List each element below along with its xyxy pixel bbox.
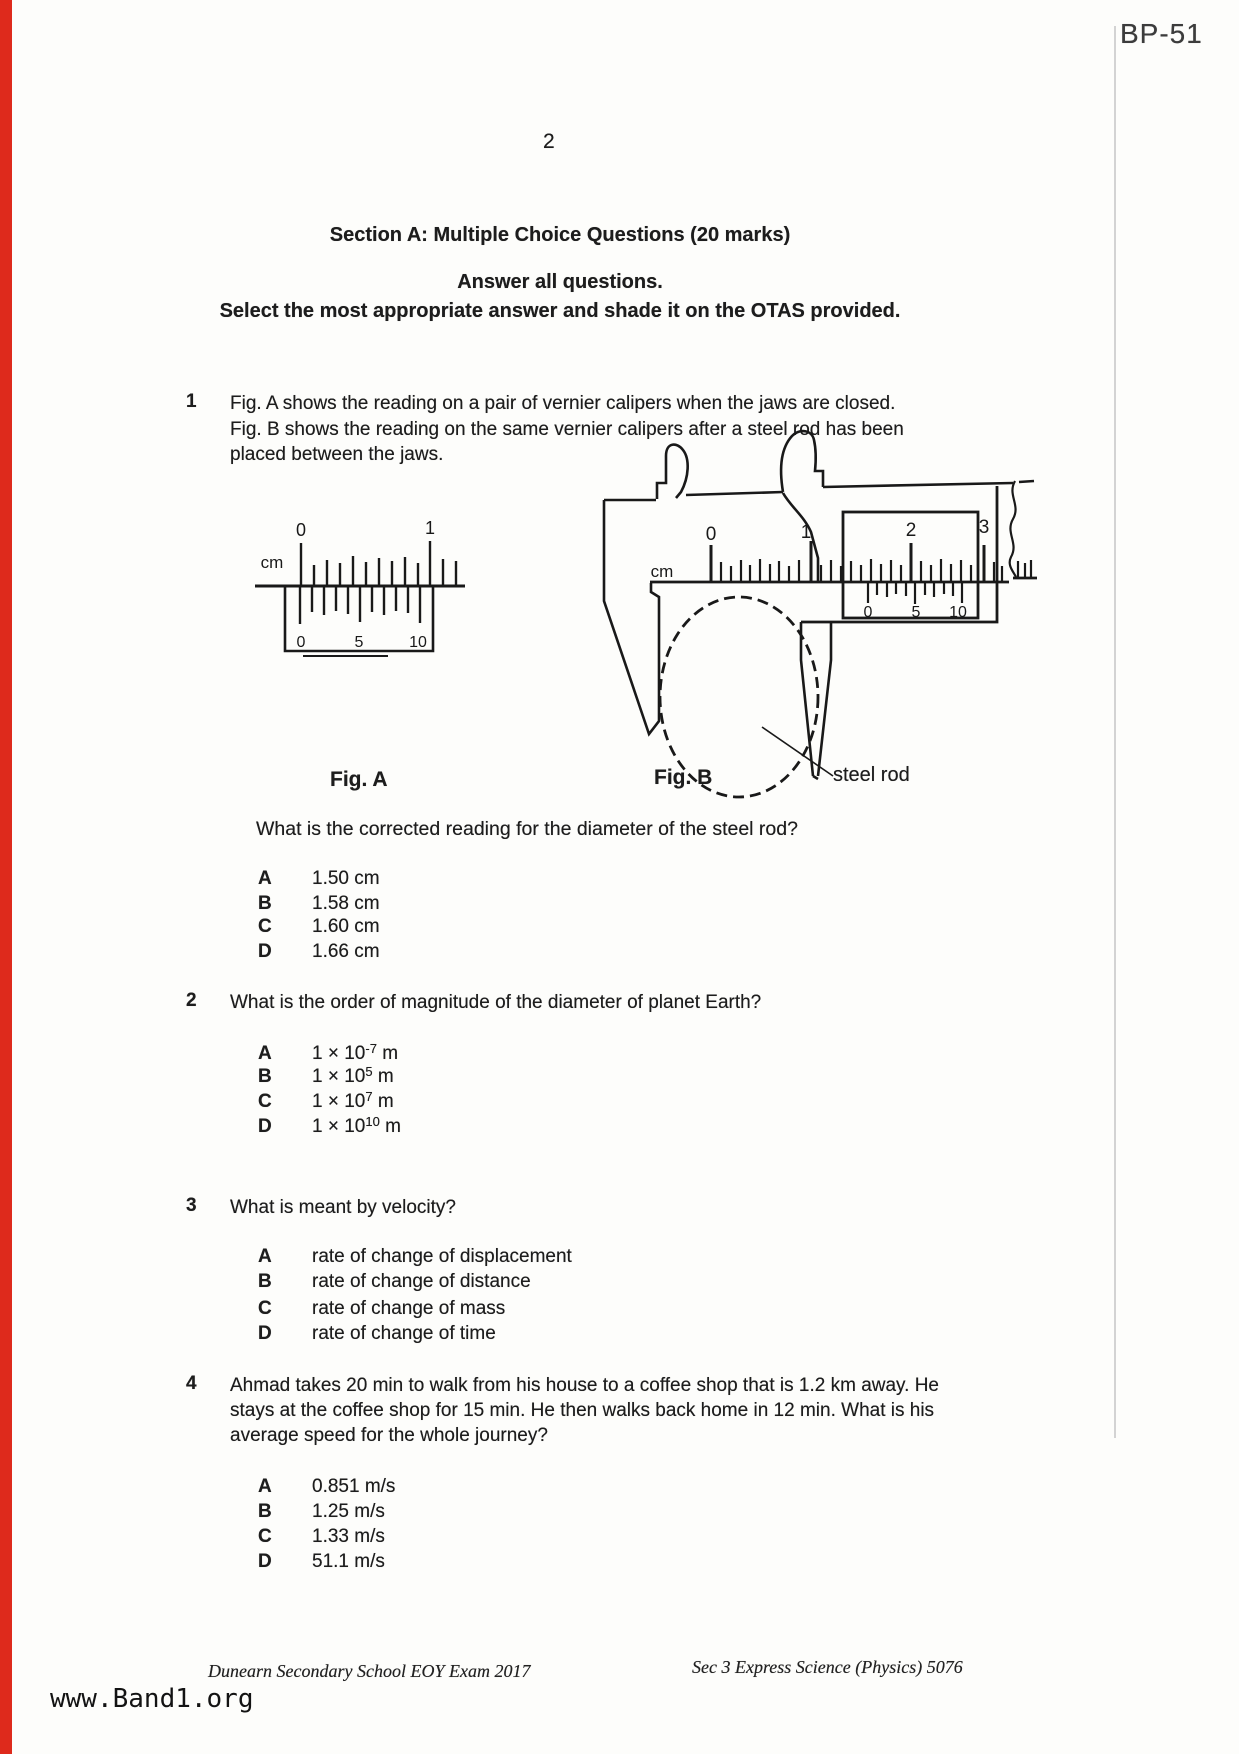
q2-option-b: [258, 1066, 394, 1088]
section-title: Section A: Multiple Choice Questions (20 marks): [329, 224, 791, 246]
page-number: 2: [543, 130, 555, 153]
option-letter: B: [258, 1066, 272, 1087]
fig-b-main-2: 2: [905, 520, 917, 541]
option-value: 1.58 cm: [312, 893, 380, 914]
q3-option-b: [258, 1271, 531, 1293]
q4-line-3: average speed for the whole journey?: [230, 1425, 548, 1446]
q3-number: 3: [186, 1195, 197, 1216]
fig-b-vernier-5: 5: [911, 604, 921, 621]
fig-b-main-number-ticks: [711, 541, 984, 582]
q1-line-2: Fig. B shows the reading on the same vernier calipers after a steel rod has been: [230, 418, 904, 440]
fig-a-vernier-diagram: [230, 440, 480, 670]
fig-b-main-0: 0: [705, 524, 717, 545]
option-value: 0.851 m/s: [312, 1476, 396, 1497]
option-letter: D: [258, 1323, 272, 1344]
footer-subject: Sec 3 Express Science (Physics) 5076: [692, 1657, 963, 1677]
option-letter: D: [258, 1116, 272, 1137]
fig-b-caption: Fig. B: [654, 766, 713, 789]
footer-school: Dunearn Secondary School EOY Exam 2017: [208, 1661, 531, 1681]
option-letter: C: [258, 1298, 272, 1319]
fig-b-vernier-ticks: [868, 583, 962, 604]
option-letter: C: [258, 916, 272, 937]
scan-edge-bar: [0, 0, 12, 1754]
q4-text: [230, 1373, 1020, 1448]
q1-line-3: placed between the jaws.: [230, 444, 444, 465]
q1-option-c: [258, 916, 380, 938]
option-letter: A: [258, 1246, 272, 1267]
q2-text: What is the order of magnitude of the diameter of planet Earth?: [230, 992, 762, 1013]
option-value: rate of change of mass: [312, 1298, 506, 1319]
option-value: 1.50 cm: [312, 868, 380, 889]
fig-a-main-1: 1: [424, 518, 436, 538]
option-letter: B: [258, 1501, 272, 1522]
fig-b-unit-label: cm: [650, 562, 674, 581]
booklet-code: BP-51: [1120, 18, 1203, 49]
option-value: 1.25 m/s: [312, 1501, 385, 1522]
q2-option-c: [258, 1091, 394, 1113]
fig-b-beam-top-left: [686, 492, 783, 495]
q2-option-d: [258, 1116, 401, 1138]
fig-b-beam-top-right: [823, 481, 1034, 487]
fig-b-movable-upper-jaw: [781, 431, 823, 492]
q1-sub-question: What is the corrected reading for the diameter of the steel rod?: [256, 818, 798, 840]
fig-b-vernier-0: 0: [863, 604, 873, 621]
option-value: $1 \times 10^7$ m: [312, 1089, 394, 1112]
option-letter: D: [258, 1551, 272, 1572]
scan-margin-line: [1114, 26, 1116, 1438]
fig-b-vernier-10: 10: [949, 604, 967, 621]
q4-line-1: Ahmad takes 20 min to walk from his house to a coffee shop that is 1.2 km away. He: [230, 1375, 939, 1396]
instruction-line-2: Select the most appropriate answer and shade it on the OTAS provided.: [219, 300, 901, 322]
option-value: rate of change of time: [312, 1323, 496, 1344]
fig-a-vernier-5: 5: [354, 634, 364, 651]
option-letter: B: [258, 893, 272, 914]
fig-a-vernier-10: 10: [409, 634, 427, 651]
q1-option-d: [258, 941, 380, 963]
option-value: $1 \times 10^{-7}$ m: [312, 1041, 399, 1064]
option-value: 1.33 m/s: [312, 1526, 385, 1547]
q4-option-c: [258, 1526, 385, 1548]
fig-a-vernier-0: 0: [296, 634, 306, 651]
fig-a-main-0: 0: [295, 520, 307, 540]
option-value: 1.60 cm: [312, 916, 380, 937]
q3-option-c: [258, 1298, 505, 1320]
option-letter: C: [258, 1091, 272, 1112]
q2-option-a: [258, 1043, 398, 1065]
fig-a-main-ticks: [301, 541, 456, 586]
option-value: rate of change of distance: [312, 1271, 531, 1292]
q4-line-2: stays at the coffee shop for 15 min. He then walks back home in 12 min. What is his: [230, 1400, 935, 1421]
q3-option-d: [258, 1323, 496, 1345]
option-letter: C: [258, 1526, 272, 1547]
q1-number: 1: [186, 391, 197, 412]
q3-option-a: [258, 1246, 572, 1268]
option-letter: A: [258, 1043, 272, 1064]
fig-b-fixed-upper-jaw: [657, 445, 688, 499]
fig-b-fixed-body: [604, 500, 659, 734]
fig-b-caliper-diagram: [538, 395, 1048, 838]
website-watermark: www.Band1.org: [50, 1684, 254, 1714]
fig-a-vernier-ticks: [300, 587, 420, 624]
option-value: $1 \times 10^{10}$ m: [312, 1114, 401, 1137]
option-letter: A: [258, 868, 272, 889]
q1-option-b: [258, 893, 380, 915]
q4-option-d: [258, 1551, 385, 1573]
option-value: $1 \times 10^5$ m: [312, 1064, 394, 1087]
option-letter: D: [258, 941, 272, 962]
fig-b-movable-lower-jaw: [801, 622, 831, 779]
option-value: rate of change of displacement: [312, 1246, 572, 1267]
option-value: 1.66 cm: [312, 941, 380, 962]
fig-b-slider-frame: [801, 486, 997, 622]
instruction-line-1: Answer all questions.: [457, 271, 663, 293]
fig-b-beam-break-squiggle: [1010, 481, 1016, 577]
option-value: 51.1 m/s: [312, 1551, 385, 1572]
q1-option-a: [258, 868, 380, 890]
fig-a-unit-label: cm: [260, 553, 284, 572]
q4-option-a: [258, 1476, 395, 1498]
q1-line-1: Fig. A shows the reading on a pair of vernier calipers when the jaws are closed.: [230, 393, 896, 414]
q2-number: 2: [186, 990, 197, 1011]
q4-number: 4: [186, 1373, 197, 1394]
option-letter: B: [258, 1271, 272, 1292]
fig-b-main-3: 3: [978, 517, 990, 538]
steel-rod-label: steel rod: [833, 764, 910, 786]
fig-a-caption: Fig. A: [330, 768, 388, 791]
q4-option-b: [258, 1501, 385, 1523]
fig-b-main-1: 1: [800, 522, 812, 543]
option-letter: A: [258, 1476, 272, 1497]
q3-text: What is meant by velocity?: [230, 1197, 456, 1218]
